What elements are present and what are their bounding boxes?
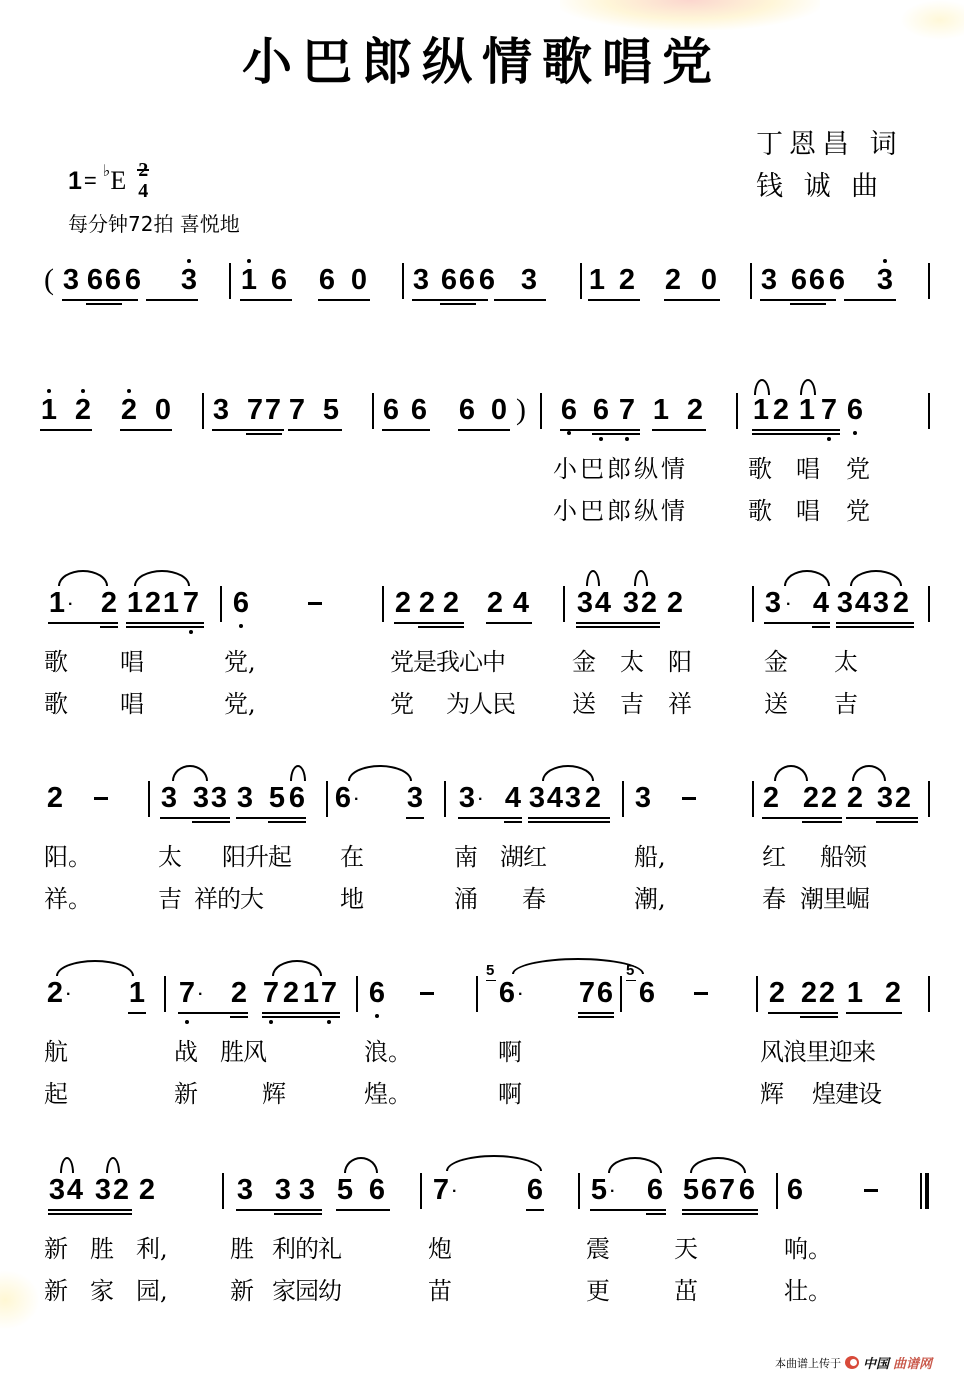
lyrics-verse-2: 新 — [44, 1277, 68, 1305]
score-row-4: 2 3 3 3 3 5 6 6 · 3 3 · 4 3 4 3 2 3 2 2 2 2 3 2 阳。 太 阳升起 在 南 湖红 船, 红 船领 祥。 吉 祥的大 地 涌 春 潮, 春 潮里崛 — [0, 773, 964, 893]
score-row-2: 1 2 2 0 3 7 7 7 5 6 6 6 0 ) 6 6 7 1 2 1 2 1 7 6 小巴郎纵情 歌 唱 党 小巴郎纵情 歌 唱 党 — [0, 385, 964, 505]
lyrics-verse-2: 小巴郎纵情 — [553, 497, 688, 525]
score-row-3: 1 · 2 1 2 1 7 6 2 2 2 2 4 3 4 3 2 2 3 · 4 3 4 3 2 歌 唱 党, 党是我心中 金 太 阳 金 太 歌 唱 党, 党 为人民 送 吉 祥 送 吉 — [0, 578, 964, 698]
score-row-5: 2 · 1 7 · 2 7 2 1 7 6 5 6 · 7 6 5 6 2 2 2 1 2 航 战 胜风 浪。 啊 风浪里迎来 起 新 辉 煌。 啊 辉 煌建设 — [0, 968, 964, 1088]
key-signature: 1 = ♭ E 4 — [68, 160, 148, 202]
lyrics-verse-1: 小巴郎纵情 — [553, 455, 688, 483]
tempo-marking: 每分钟72拍 喜悦地 — [68, 212, 240, 236]
lyrics-verse-1: 新 — [44, 1235, 68, 1263]
time-signature: 4 — [138, 160, 148, 202]
notation: 1 · 2 1 2 1 7 6 2 2 2 2 4 3 4 3 2 2 3 · 4 3 4 3 2 — [0, 578, 964, 638]
flat-icon: ♭ — [102, 163, 111, 180]
notation: 2 · 1 7 · 2 7 2 1 7 6 5 6 · 7 6 5 6 2 2 2 1 2 — [0, 968, 964, 1028]
notation: 2 3 3 3 3 5 6 6 · 3 3 · 4 3 4 3 2 3 2 2 2 2 3 2 — [0, 773, 964, 833]
score-row-6: 3 4 3 2 2 3 3 3 5 6 7 · 6 5 · 6 5 6 7 6 6 新 胜 利, 胜 利的礼 炮 震 天 响。 新 家 园, 新 家园幼 苗 更 茁 壮。 — [0, 1165, 964, 1285]
lyrics-verse-1: 航 — [44, 1038, 68, 1066]
score-row-1 — [0, 255, 964, 375]
lyrics-verse-2: 祥。 — [44, 885, 92, 913]
credits — [756, 124, 903, 208]
site-brand-cn[interactable]: 中国 — [863, 1357, 890, 1372]
lyrics-verse-1: 阳。 — [44, 843, 92, 871]
notation: 1 2 2 0 3 7 7 7 5 6 6 6 0 ) 6 6 7 1 2 1 2 1 7 6 — [0, 385, 964, 445]
song-title: 小巴郎纵情歌唱党 — [242, 32, 722, 91]
site-logo-icon — [845, 1356, 859, 1369]
footer-text: 本曲谱上传于 — [775, 1356, 841, 1370]
lyrics-verse-2: 起 — [44, 1080, 68, 1108]
notation: ( 3 6 6 6 3 1 6 6 0 3 6 6 6 3 1 2 2 0 3 6 6 6 3 — [0, 255, 964, 315]
site-brand-name[interactable]: 曲谱网 — [893, 1357, 933, 1372]
lyrics-verse-2: 歌 — [44, 690, 68, 718]
composer: 钱 诚 曲 — [756, 171, 885, 202]
lyricist: 丁恩昌 词 — [756, 129, 903, 160]
final-barline — [920, 1173, 927, 1209]
notation: 3 4 3 2 2 3 3 3 5 6 7 · 6 5 · 6 5 6 7 6 6 — [0, 1165, 964, 1225]
upload-footer — [775, 1353, 932, 1372]
lyrics-verse-1: 歌 — [44, 648, 68, 676]
